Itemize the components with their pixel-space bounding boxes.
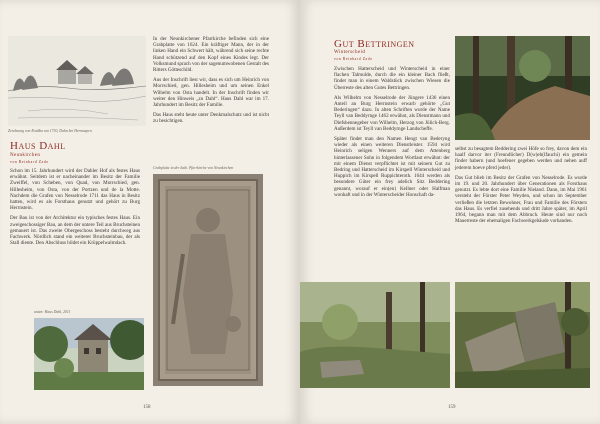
paragraph: Schon im 15. Jahrhundert wird der Dahler Hof als festes Haus erwähnt. Seitdem ist er nacheinander im Besitz der Familie Zweiffel, von Scheben, von Quad, von Morrschied, gen. Hillesheim, von Osta, von der Portzen und de la Motte. Nachdem die Grafen von Nesselrode 1711 das Haus in Besitz hatten, wird es als Forsthaus genutzt und gehört zu Burg Herrnstein. (10, 168, 140, 212)
left-column-text (10, 168, 140, 250)
gravestone-caption: Grabplatte in der kath. Pfarrkirche von Neunkirchen (153, 166, 234, 170)
right-column2-text (455, 146, 587, 228)
author-line: von Reinhard Zado (334, 57, 373, 61)
paragraph: In der Neunkirchener Pfarrkirche befinden sich eine Grabplatte von 1624. Ein kräftiger Mann, der in der linken Hand ein Schwert hält, während sich seine rechte Hand schützend auf den Kopf eines Kindes legt. Der Volksmund sprach von der sagenumwobenen Gestalt des Ritters Götteschild. (153, 36, 269, 74)
gravestone-photo (153, 174, 263, 386)
paragraph: Aus der Inschrift liest wir, dass es sich um Heinrich von Morrschied, gen. Hillesheim und um seinen Enkel Wilhelm von Osta handelt. In der Inschrift finden wir weiter den Hinweis „zu Dahl“. Haus Dahl war im 17. Jahrhundert im Besitz der Familie. (153, 77, 269, 109)
page-number-right: 159 (448, 405, 456, 410)
forest-path-photo (455, 36, 590, 140)
haus-dahl-photo (34, 318, 144, 390)
paragraph: Später findet man den Namen Hengt van Bederyng wieder als einen weiteren Dienstleister. 1594 wird Heinrich seligen Wenners auf dem Attenberg hinterlassener Sohn in folgendem Wortlaut erwähnt: der mit einem Dienst verpflichtet ist mit seinem Gut zu Bedring und Hatterscheid im Kirspell Winterscheid und Huppich im Kirspell Ruppichteroth. 1644 werden als besondere Güter ein frey adelich Sitz Beddering genannt, worauf er ein(en) Kellner oder Halfman wonhaft und in der Winterscheider Honschaft da- (334, 136, 450, 198)
middle-column-text (153, 36, 269, 129)
page-title: Gut Bettringen (334, 38, 415, 50)
author-line: von Reinhard Zado (10, 160, 49, 164)
right-page (300, 0, 600, 424)
paragraph: selbst zu besagtem Beddering zwei Höfe so frey, davon dem ein haalf darvor iter (Freundlicher) D(w)eh(lfauchi) ein gemein finder habern (und hoefener gegeben werden und nehen auff jederem hoeve pferd jeder). (455, 146, 587, 171)
paragraph: Das Haus steht heute unter Denkmalschutz und ist nicht zu besichtigen. (153, 112, 269, 125)
photo-caption: unten: Haus Dahl, 2011 (34, 310, 71, 314)
location-subtitle: Neunkirchen (10, 153, 41, 158)
paragraph: Zwischen Hatterscheid und Winterscheid in einer flachen Talmulde, durch die ein kleiner Bach fließt, findet man in einem Waldstück zwischen Wiesen die Überreste des alten Gutes Bettringen. (334, 66, 450, 91)
location-subtitle: Winterscheid (334, 50, 366, 55)
ruins-photo-1 (300, 282, 450, 388)
paragraph: Als Wilhelm von Nesselrode der Jüngere 1436 einen Anteil an Burg Herrnstein erwarb gehörte „Gut Bederingen“ dazu. In alten Schriften wurde der Name Teyll van Beddyrnge 1462 erwähnt, als Dienstmann und Diefshennegeber von Wilhelm, Herzog von Jülich-Berg. Außerdem ist Teyll van Beddyrnge Landscheffe. (334, 94, 450, 132)
historic-sketch-image (8, 36, 146, 126)
paragraph: Das Gut blieb im Besitz der Grafen von Nesselrode. Es wurde im 19. und 20. Jahrhundert über Generationen als Forsthaus genutzt. Es lebte dort eine Familie Nieland. Dann, im Mai 1961 versteht der Förster Peter Weyden, und schon im September verließen die letzten Bewohner, Frau und Familie des Försters das Haus. Es verfiel zusehends und dritt Jahre später, im April 1964, begann man mit dem Abbruch. Heute sind nur noch Mauerreste der ehemaligen Fachwerkgebäude vorhanden. (455, 174, 587, 225)
paragraph: Der Bau ist von der Architektur ein typisches festes Haus. Ein zweigeschossiger Bau, an dem der untere Teil aus Bruchsteinen gemauert ist. Das zweite Obergeschoss besteht durchweg aus Fachwerk. Nördlich stand ein weiterer Bruchsteinbau, der als Stall diente. Den Abschluss bildet ein Krüppelwalmdach. (10, 215, 140, 247)
page-title: Haus Dahl (10, 140, 66, 152)
page-number-left: 158 (143, 405, 151, 410)
right-column1-text (334, 66, 450, 202)
ruins-photo-2 (455, 282, 590, 388)
sketch-caption: Zeichnung von Roidkin um 1730, Dahn bei Hermaspen (8, 129, 92, 133)
